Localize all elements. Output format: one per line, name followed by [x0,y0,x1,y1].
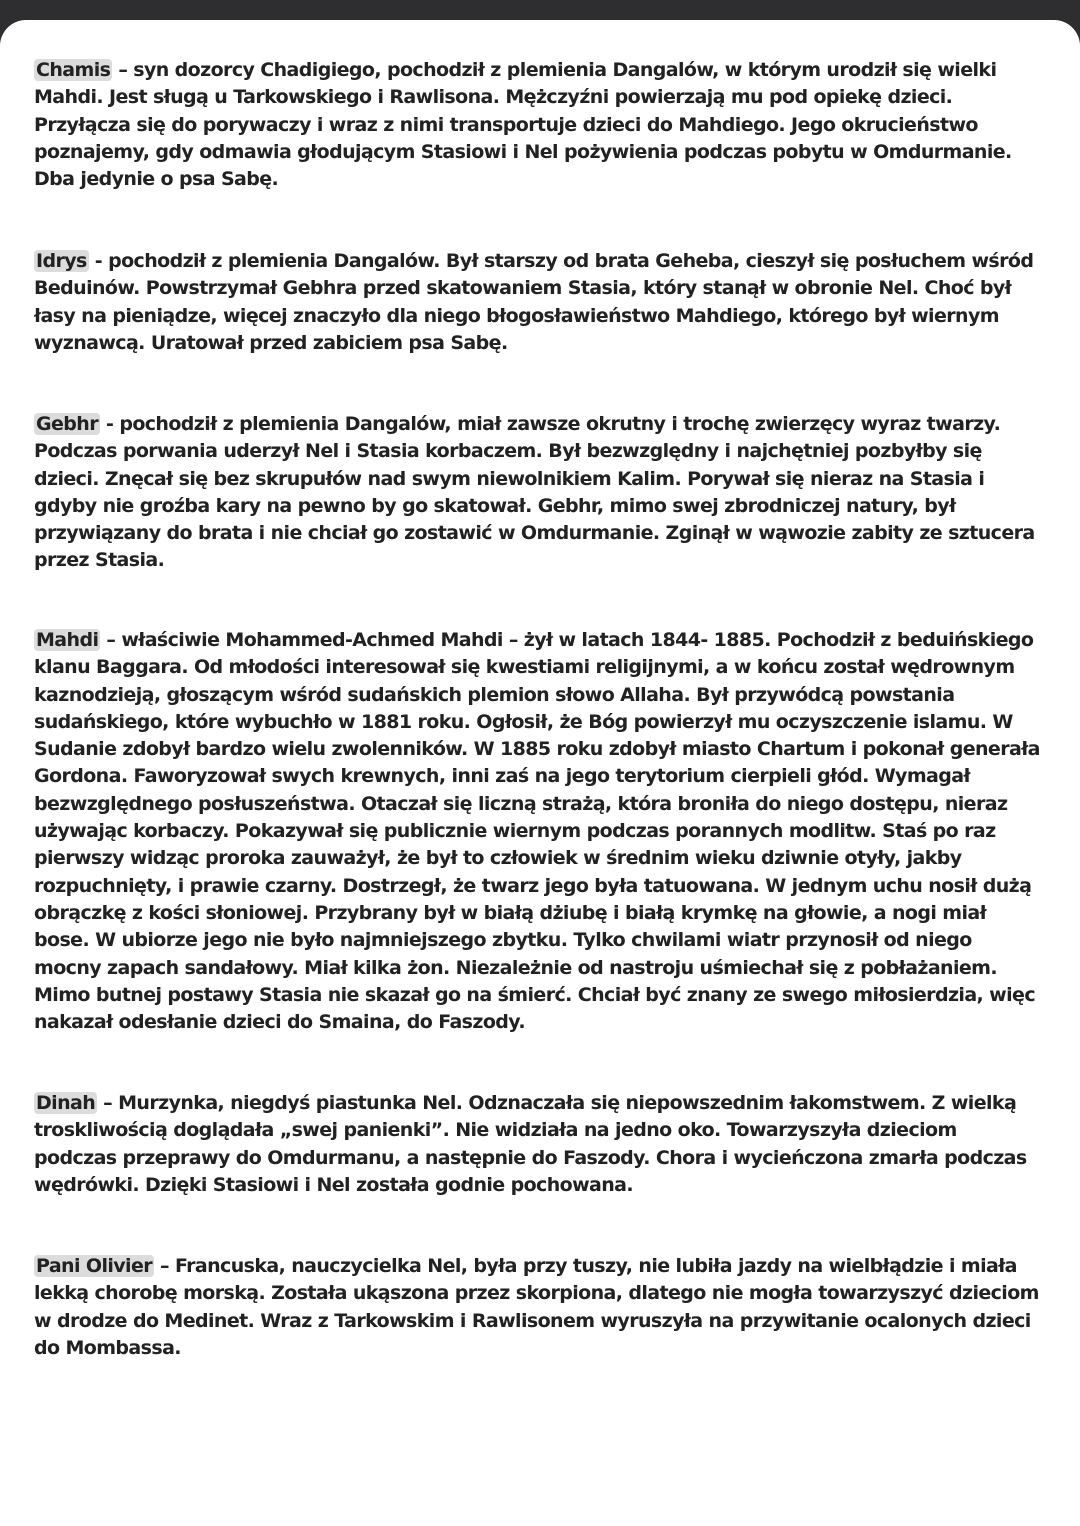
character-name: Chamis [36,59,111,81]
character-description: Francuska, nauczycielka Nel, była przy tuszy, nie lubiła jazdy na wielbłądzie i miała lekką chorobę morską. Została ukąszona przez skorpiona, dlatego nie mogła towarzyszyć dzieciom w drodze do Medinet. Wraz z Tarkowskim i Rawlisonem wyruszyła na przywitanie ocalonych dzieci do Mombassa. [34,1255,1039,1359]
character-description: Murzynka, niegdyś piastunka Nel. Odznaczała się niepowszednim łakomstwem. Z wielką troskliwością doglądała „swej panienki”. Nie widziała na jedno oko. Towarzyszyła dzieciom podczas przeprawy do Omdurmanu, a następnie do Faszody. Chora i wycieńczona zmarła podczas wędrówki. Dzięki Stasiowi i Nel została godnie pochowana. [34,1092,1027,1196]
character-name: Pani Olivier [36,1255,153,1277]
name-separator: - [88,250,109,272]
character-name: Mahdi [36,629,99,651]
character-entry-pani-olivier [34,1253,1044,1362]
character-name: Dinah [36,1092,96,1114]
name-separator: – [100,629,122,651]
character-name: Idrys [36,250,87,272]
character-entry-gebhr [34,411,1044,575]
name-separator: – [112,59,134,81]
character-entry-mahdi [34,627,1044,1036]
document-page [0,20,1080,1526]
name-separator: – [154,1255,175,1277]
character-description: pochodził z plemienia Dangalów, miał zawsze okrutny i trochę zwierzęcy wyraz twarzy. Podczas porwania uderzył Nel i Stasia korbaczem. Był bezwzględny i najchętniej pozbyłby się dzieci. Znęcał się bez skrupułów nad swym niewolnikiem Kalim. Porywał się nieraz na Stasia i gdyby nie groźba kary na pewno by go skatował. Gebhr, mimo swej zbrodniczej natury, był przywiązany do brata i nie chciał go zostawić w Omdurmanie. Zginął w wąwozie zabity ze sztucera przez Stasia. [34,413,1035,572]
name-separator: – [97,1092,119,1114]
character-name: Gebhr [36,413,98,435]
character-entry-chamis [34,57,1044,193]
character-description: pochodził z plemienia Dangalów. Był starszy od brata Geheba, cieszył się posłuchem wśród Beduinów. Powstrzymał Gebhra przed skatowaniem Stasia, który stanął w obronie Nel. Choć był łasy na pieniądze, więcej znaczyło dla niego błogosławieństwo Mahdiego, którego był wiernym wyznawcą. Uratował przed zabiciem psa Sabę. [34,250,1034,354]
character-entry-idrys [34,248,1044,357]
name-separator: - [99,413,120,435]
character-description: syn dozorcy Chadigiego, pochodził z plemienia Dangalów, w którym urodził się wielki Mahdi. Jest sługą u Tarkowskiego i Rawlisona. Mężczyźni powierzają mu pod opiekę dzieci. Przyłącza się do porywaczy i wraz z nimi transportuje dzieci do Mahdiego. Jego okrucieństwo poznajemy, gdy odmawia głodującym Stasiowi i Nel pożywienia podczas pobytu w Omdurmanie. Dba jedynie o psa Sabę. [34,59,1012,191]
character-entry-dinah [34,1090,1044,1199]
character-description: właściwie Mohammed-Achmed Mahdi – żył w latach 1844- 1885. Pochodził z beduińskiego klanu Baggara. Od młodości interesował się kwestiami religijnymi, a w końcu został wędrownym kaznodzieją, głoszącym wśród sudańskich plemion słowo Allaha. Był przywódcą powstania sudańskiego, które wybuchło w 1881 roku. Ogłosił, że Bóg powierzył mu oczyszczenie islamu. W Sudanie zdobył bardzo wielu zwolenników. W 1885 roku zdobył miasto Chartum i pokonał generała Gordona. Faworyzował swych krewnych, inni zaś na jego terytorium cierpieli głód. Wymagał bezwzględnego posłuszeństwa. Otaczał się liczną strażą, która broniła do niego dostępu, nieraz używając korbaczy. Pokazywał się publicznie wiernym podczas porannych modlitw. Staś po raz pierwszy widząc proroka zauważył, że był to człowiek w średnim wieku dziwnie otyły, jakby rozpuchnięty, i prawie czarny. Dostrzegł, że twarz jego była tatuowana. W jednym uchu nosił dużą obrączkę z kości słoniowej. Przybrany był w białą dżiubę i białą krymkę na głowie, a nogi miał bose. W ubiorze jego nie było najmniejszego zbytku. Tylko chwilami wiatr przynosił od niego mocny zapach sandałowy. Miał kilka żon. Niezależnie od nastroju uśmiechał się z pobłażaniem. Mimo butnej postawy Stasia nie skazał go na śmierć. Chciał być znany ze swego miłosierdzia, więc nakazał odesłanie dzieci do Smaina, do Faszody. [34,629,1040,1034]
